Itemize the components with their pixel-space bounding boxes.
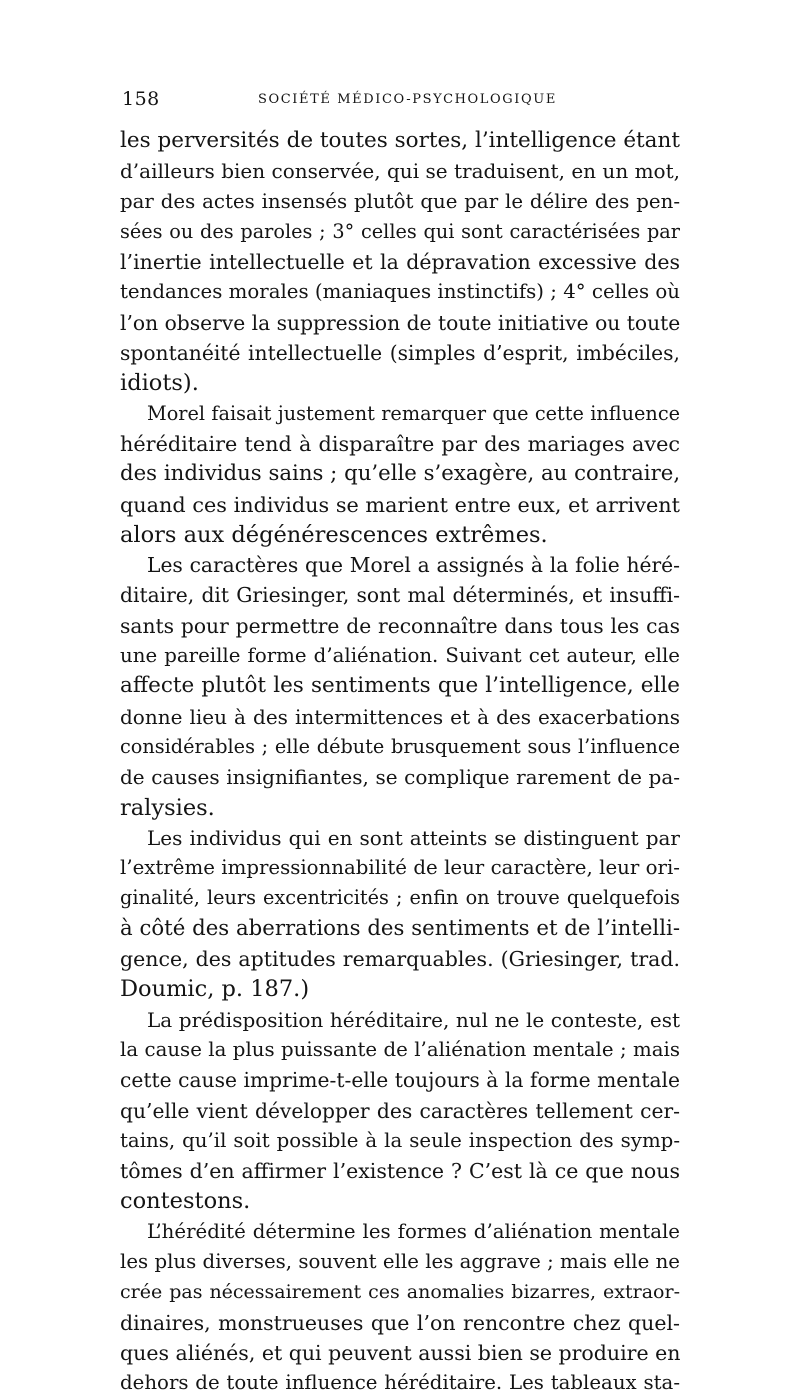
text-line: considérables ; elle débute brusquement sous l’influence [120,734,680,758]
paragraph [120,126,680,399]
paragraph [120,1005,680,1217]
text-line: une pareille forme d’aliénation. Suivant cet auteur, elle [120,644,680,668]
text-line: Morel faisait justement remarquer que cette influence [147,401,680,425]
text-line: des individus sains ; qu’elle s’exagère, au contraire, [120,461,681,487]
paragraph [120,1217,680,1398]
text-line: d’ailleurs bien conservée, qui se traduisent, en un mot, [120,159,680,184]
text-line: l’inertie intellectuelle et la dépravation excessive des [120,250,680,275]
text-line: à côté des aberrations des sentiments et de l’intelli- [120,915,680,941]
text-line: tômes d’en affirmer l’existence ? C’est là ce que nous [120,1159,680,1184]
page-number: 158 [122,88,160,110]
text-line: sants pour permettre de reconnaître dans tous les cas [120,613,680,638]
text-line: les plus diverses, souvent elle les aggrave ; mais elle ne [120,1249,680,1273]
text-line: L’hérédité détermine les formes d’aliénation mentale [147,1219,680,1243]
text-line: l’on observe la suppression de toute initiative ou toute [120,310,681,335]
text-line: dehors de toute influence héréditaire. Les tableaux sta- [120,1371,680,1395]
text-line: gence, des aptitudes remarquables. (Griesinger, trad. [120,947,680,972]
text-line: tains, qu’il soit possible à la seule inspection des symp- [120,1128,680,1152]
paragraph [120,399,680,550]
text-line: contestons. [120,1188,251,1215]
text-line: ditaire, dit Griesinger, sont mal déterminés, et insuffi- [120,583,680,608]
text-line: La prédisposition héréditaire, nul ne le conteste, est [147,1007,680,1032]
text-line: crée pas nécessairement ces anomalies bizarres, extraor- [120,1281,680,1304]
text-line: affecte plutôt les sentiments que l’intelligence, elle [120,673,680,699]
text-line: par des actes insensés plutôt que par le délire des pen- [120,189,680,213]
text-line: spontanéité intellectuelle (simples d’esprit, imbéciles, [120,341,680,366]
text-line: de causes insignifiantes, se complique rarement de pa- [120,765,680,790]
text-line: donne lieu à des intermittences et à des exacerbations [120,704,680,729]
text-line: dinaires, monstrueuses que l’on rencontre chez quel- [120,1310,680,1335]
page-header [120,88,680,116]
text-line: tendances morales (maniaques instinctifs) ; 4° celles où [120,280,681,304]
text-line: quand ces individus se marient entre eux, et arrivent [120,492,680,517]
text-line: Doumic, p. 187.) [120,976,310,1003]
running-title: SOCIÉTÉ MÉDICO-PSYCHOLOGIQUE [258,92,557,107]
paragraph [120,823,680,1005]
text-line: ralysies. [120,794,215,821]
text-line: qu’elle vient développer des caractères tellement cer- [120,1098,680,1123]
text-line: sées ou des paroles ; 3° celles qui sont caractérisées par [120,219,680,243]
text-line: idiots). [120,370,199,397]
text-line: l’extrême impressionnabilité de leur caractère, leur ori- [120,856,680,880]
text-line: ginalité, leurs excentricités ; enfin on trouve quelquefois [120,886,680,910]
text-line: ques aliénés, et qui peuvent aussi bien se produire en [120,1340,681,1365]
text-line: Les individus qui en sont atteints se distinguent par [147,825,680,850]
text-line: la cause la plus puissante de l’aliénation mentale ; mais [120,1037,680,1061]
text-line: héréditaire tend à disparaître par des mariages avec [120,431,680,456]
text-line: cette cause imprime-t-elle toujours à la forme mentale [120,1068,680,1093]
text-line: alors aux dégénérescences extrêmes. [120,521,548,548]
text-line: les perversités de toutes sortes, l’intelligence étant [120,128,680,153]
body-text [120,126,680,1398]
paragraph [120,550,680,823]
text-line: Les caractères que Morel a assignés à la folie héré- [147,553,680,578]
book-page [120,88,680,1398]
